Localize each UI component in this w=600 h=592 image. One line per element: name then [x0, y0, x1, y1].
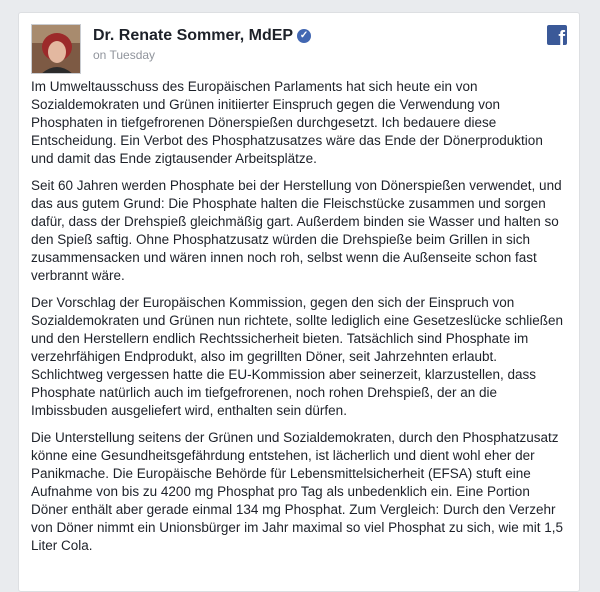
- author-name[interactable]: [93, 27, 311, 45]
- facebook-post-card: [18, 12, 580, 592]
- post-paragraph: Seit 60 Jahren werden Phosphate bei der Herstellung von Dönerspießen verwendet, und das aus gutem Grund: Die Phosphate halten die Fleischstücke zusammen und sorgen dafür, dass der Drehspieß gleichmäßig gart. Außerdem binden sie Wasser und halten so den Spieß saftig. Ohne Phosphatzusatz würden die Drehspieße beim Grillen in sich zusammensacken und wären innen noch roh, selbst wenn die Außenseite schon fast verbrannt wäre.: [31, 178, 562, 283]
- verified-badge-icon: ✓: [297, 29, 311, 43]
- post-paragraph: Die Unterstellung seitens der Grünen und Sozialdemokraten, durch den Phosphatzusatz könne eine Gesundheitsgefährdung entstehen, ist lächerlich und dient wohl eher der Panikmache. Die Europäische Behörde für Lebensmittelsicherheit (EFSA) stuft eine Aufnahme von bis zu 4200 mg Phosphat pro Tag als unbedenklich ein. Eine Portion Döner enthält aber gerade einmal 134 mg Phosphat. Zum Vergleich: Durch den Verzehr von Döner nimmt ein Unionsbürger im Jahr maximal so viel Phosphat zu sich, wie mit 1,5 Liter Cola.: [31, 430, 563, 553]
- post-paragraph: Der Vorschlag der Europäischen Kommission, gegen den sich der Einspruch von Sozialdemokraten und Grünen nun richtete, sollte lediglich eine Gesetzeslücke schließen und den Herstellern endlich Rechtssicherheit bieten. Tatsächlich sind Phosphate im verzehrfähigen Endprodukt, also im gegrillten Döner, seit Jahrzehnten erlaubt. Schlichtweg vergessen hatte die EU-Kommission aber seinerzeit, klarzustellen, dass Phosphate natürlich auch im tiefgefrorenen, noch rohen Drehspieß, der an die Imbissbuden ausgeliefert wird, enthalten sein dürfen.: [31, 295, 564, 418]
- post-body: [31, 78, 565, 564]
- avatar[interactable]: [31, 24, 81, 74]
- avatar-photo: [32, 25, 81, 74]
- post-header: [31, 24, 567, 76]
- author-name-text[interactable]: Dr. Renate Sommer, MdEP: [93, 27, 294, 44]
- facebook-icon[interactable]: f: [547, 25, 567, 45]
- post-paragraph: Im Umweltausschuss des Europäischen Parlaments hat sich heute ein von Sozialdemokraten und Grünen initiierter Einspruch gegen die Verwendung von Phosphaten in tiefgefrorenen Dönerspießen durchgesetzt. Ich bedauere diese Entscheidung. Ein Verbot des Phosphatzusatzes wäre das Ende der Dönerproduktion und damit das Ende zigtausender Arbeitsplätze.: [31, 79, 543, 166]
- post-timestamp[interactable]: on Tuesday: [93, 48, 156, 62]
